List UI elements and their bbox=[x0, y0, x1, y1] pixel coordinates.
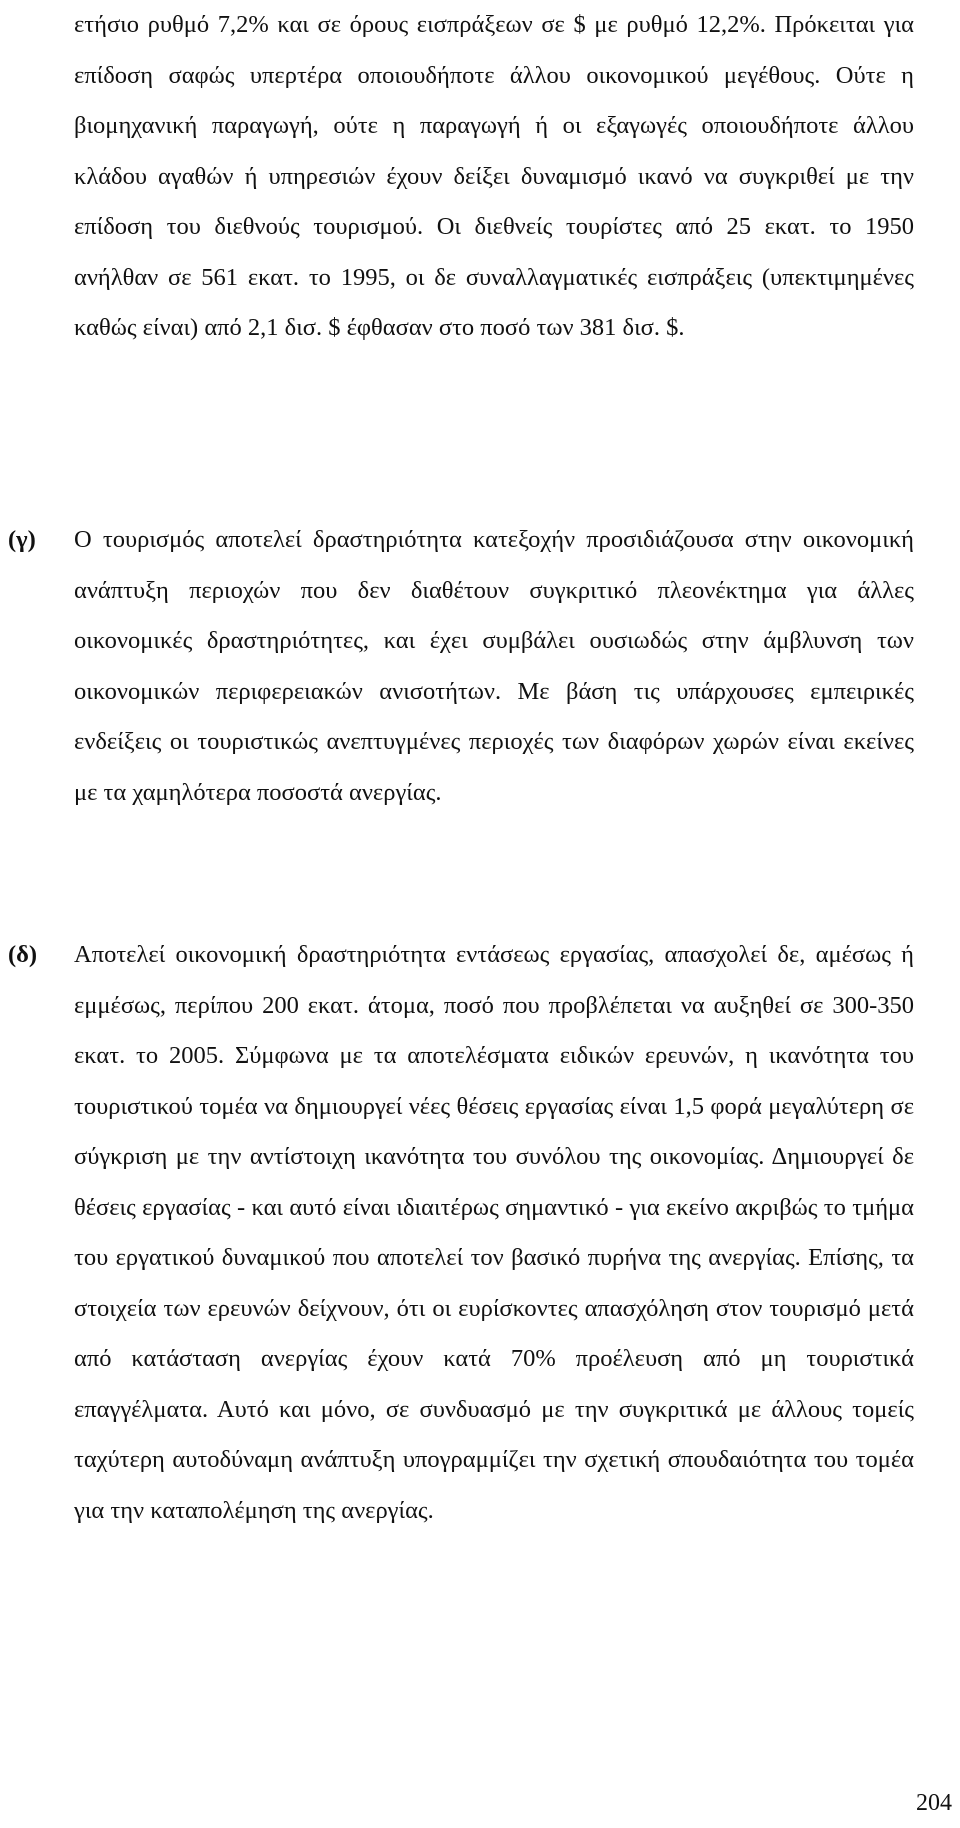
item-text: Ο τουρισμός αποτελεί δραστηριότητα κατεξοχήν προσιδιάζουσα στην οικονομική ανάπτυξη περιοχών που δεν διαθέτουν συγκριτικό πλεονέκτημα για άλλες οικονομικές δραστηριότητες, και έχει συμβάλει ουσιωδώς στην άμβλυνση των οικονομικών περιφερειακών ανισοτήτων. Με βάση τις υπάρχουσες εμπειρικές ενδείξεις οι τουριστικώς ανεπτυγμένες περιοχές των διαφόρων χωρών είναι εκείνες με τα χαμηλότερα ποσοστά ανεργίας. bbox=[74, 526, 914, 806]
item-label: (δ) bbox=[8, 941, 38, 968]
item-label: (γ) bbox=[8, 526, 36, 553]
page-number: 204 bbox=[916, 1790, 952, 1816]
item-text: Αποτελεί οικονομική δραστηριότητα εντάσεως εργασίας, απασχολεί δε, αμέσως ή εμμέσως, περίπου 200 εκατ. άτομα, ποσό που προβλέπεται να αυξηθεί σε 300-350 εκατ. το 2005. Σύμφωνα με τα αποτελέσματα ειδικών ερευνών, η ικανότητα του τουριστικού τομέα να δημιουργεί νέες θέσεις εργασίας είναι 1,5 φορά μεγαλύτερη σε σύγκριση με την αντίστοιχη ικανότητα του συνόλου της οικονομίας. Δημιουργεί δε θέσεις εργασίας - και αυτό είναι ιδιαιτέρως σημαντικό - για εκείνο ακριβώς το τμήμα του εργατικού δυναμικού που αποτελεί τον βασικό πυρήνα της ανεργίας. Επίσης, τα στοιχεία των ερευνών δείχνουν, ότι οι ευρίσκοντες απασχόληση στον τουρισμό μετά από κατάσταση ανεργίας έχουν κατά 70% προέλευση από μη τουριστικά επαγγέλματα. Αυτό και μόνο, σε συνδυασμό με την συγκριτικά με άλλους τομείς ταχύτερη αυτοδύναμη ανάπτυξη υπογραμμίζει την σχετική σπουδαιότητα του τομέα για την καταπολέμηση της ανεργίας. bbox=[74, 941, 914, 1524]
intro-paragraph: ετήσιο ρυθμό 7,2% και σε όρους εισπράξεων σε $ με ρυθμό 12,2%. Πρόκειται για επίδοση σαφώς υπερτέρα οποιουδήποτε άλλου οικονομικού μεγέθους. Ούτε η βιομηχανική παραγωγή, ούτε η παραγωγή ή οι εξαγωγές οποιουδήποτε άλλου κλάδου αγαθών ή υπηρεσιών έχουν δείξει δυναμισμό ικανό να συγκριθεί με την επίδοση του διεθνούς τουρισμού. Οι διεθνείς τουρίστες από 25 εκατ. το 1950 ανήλθαν σε 561 εκατ. το 1995, οι δε συναλλαγματικές εισπράξεις (υπεκτιμημένες καθώς είναι) από 2,1 δισ. $ έφθασαν στο ποσό των 381 δισ. $. bbox=[74, 11, 914, 341]
